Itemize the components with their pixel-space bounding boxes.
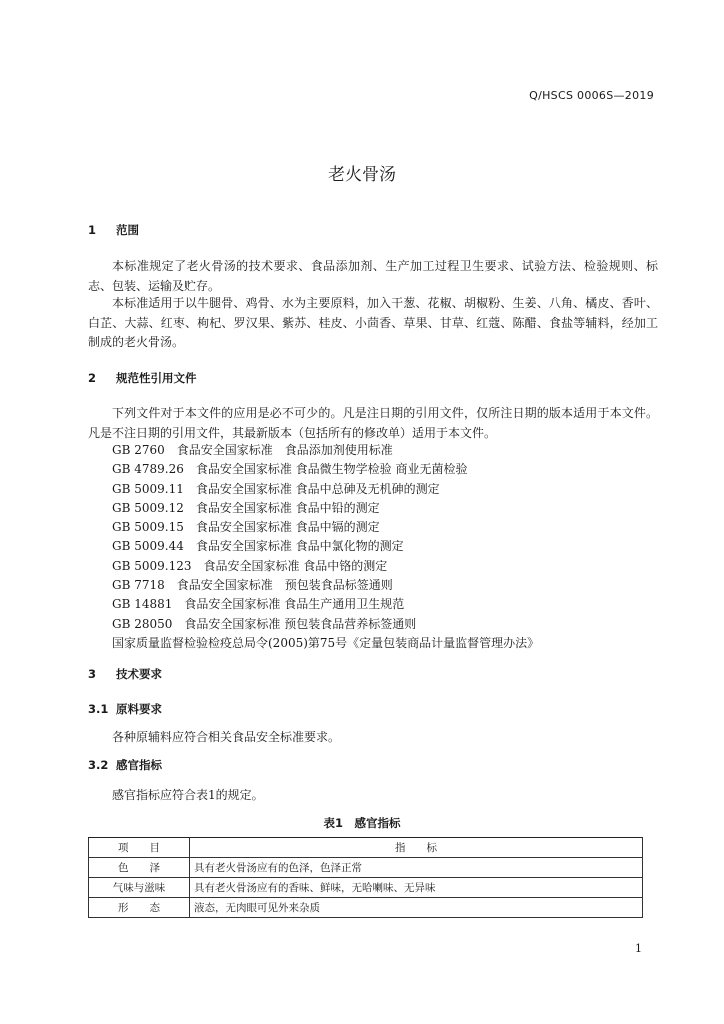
section-number: 3 <box>88 667 97 681</box>
document-title: 老火骨汤 <box>328 165 396 185</box>
section-3-heading <box>88 666 162 682</box>
table-row <box>89 898 643 918</box>
table-header-row <box>89 838 643 858</box>
section-1-heading <box>88 222 139 238</box>
document-code: Q/HSCS 0006S—2019 <box>529 89 654 102</box>
reference-item: GB 5009.12 食品安全国家标准 食品中铅的测定 <box>112 500 380 515</box>
reference-item: GB 7718 食品安全国家标准 预包装食品标签通则 <box>112 578 393 593</box>
table-row <box>89 858 643 878</box>
table-header-cell: 指 标 <box>190 838 643 858</box>
table-cell-indicator: 具有老火骨汤应有的色泽，色泽正常 <box>190 858 643 878</box>
reference-item: GB 14881 食品安全国家标准 食品生产通用卫生规范 <box>112 597 405 612</box>
reference-item: GB 5009.123 食品安全国家标准 食品中铬的测定 <box>112 558 388 573</box>
table-cell-item: 色 泽 <box>89 858 190 878</box>
page-number: 1 <box>635 942 642 955</box>
section-3-1-heading <box>88 701 162 717</box>
reference-item: GB 2760 食品安全国家标准 食品添加剂使用标准 <box>112 443 393 457</box>
section-3-2-heading <box>88 757 162 773</box>
table-cell-item: 气味与滋味 <box>89 878 190 898</box>
reference-item: GB 5009.44 食品安全国家标准 食品中氯化物的测定 <box>112 539 404 554</box>
section-number: 3.2 <box>88 758 109 772</box>
section-2-heading <box>88 370 197 386</box>
table-cell-indicator: 具有老火骨汤应有的香味、鲜味，无哈喇味、无异味 <box>190 878 643 898</box>
table-row <box>89 878 643 898</box>
sensory-table <box>88 837 643 918</box>
reference-list <box>112 441 539 653</box>
section-title: 规范性引用文件 <box>116 371 197 385</box>
reference-item: 国家质量监督检验检疫总局令(2005)第75号《定量包装商品计量监督管理办法》 <box>112 635 540 650</box>
section-title: 感官指标 <box>116 758 162 772</box>
scope-paragraph-1: 本标准规定了老火骨汤的技术要求、食品添加剂、生产加工过程卫生要求、试验方法、检验规则、标志、包装、运输及贮存。 <box>88 259 658 293</box>
table-cell-item: 形 态 <box>89 898 190 918</box>
table-caption: 表1 感官指标 <box>323 816 401 830</box>
sensory-requirement-text: 感官指标应符合表1的规定。 <box>112 788 264 802</box>
references-intro-paragraph: 下列文件对于本文件的应用是必不可少的。凡是注日期的引用文件，仅所注日期的版本适用于本文件。凡是不注日期的引用文件，其最新版本（包括所有的修改单）适用于本文件。 <box>88 406 658 440</box>
raw-material-requirement: 各种原辅料应符合相关食品安全标准要求。 <box>112 730 341 744</box>
section-number: 3.1 <box>88 702 109 716</box>
section-title: 技术要求 <box>116 667 162 681</box>
section-number: 2 <box>88 371 97 385</box>
scope-paragraph-2: 本标准适用于以牛腿骨、鸡骨、水为主要原料，加入干葱、花椒、胡椒粉、生姜、八角、橘皮、香叶、白芷、大蒜、红枣、枸杞、罗汉果、紫苏、桂皮、小茴香、草果、甘草、红蔻、陈醋、食盐等辅料，经加工制成的老火骨汤。 <box>88 296 658 349</box>
table-header-cell: 项 目 <box>89 838 190 858</box>
reference-item: GB 28050 食品安全国家标准 预包装食品营养标签通则 <box>112 616 417 631</box>
reference-item: GB 5009.15 食品安全国家标准 食品中镉的测定 <box>112 520 380 535</box>
section-title: 原料要求 <box>116 702 162 716</box>
section-title: 范围 <box>116 223 139 237</box>
reference-item: GB 4789.26 食品安全国家标准 食品微生物学检验 商业无菌检验 <box>112 462 468 477</box>
section-number: 1 <box>88 223 97 237</box>
reference-item: GB 5009.11 食品安全国家标准 食品中总砷及无机砷的测定 <box>112 481 440 496</box>
table-cell-indicator: 液态，无肉眼可见外来杂质 <box>190 898 643 918</box>
